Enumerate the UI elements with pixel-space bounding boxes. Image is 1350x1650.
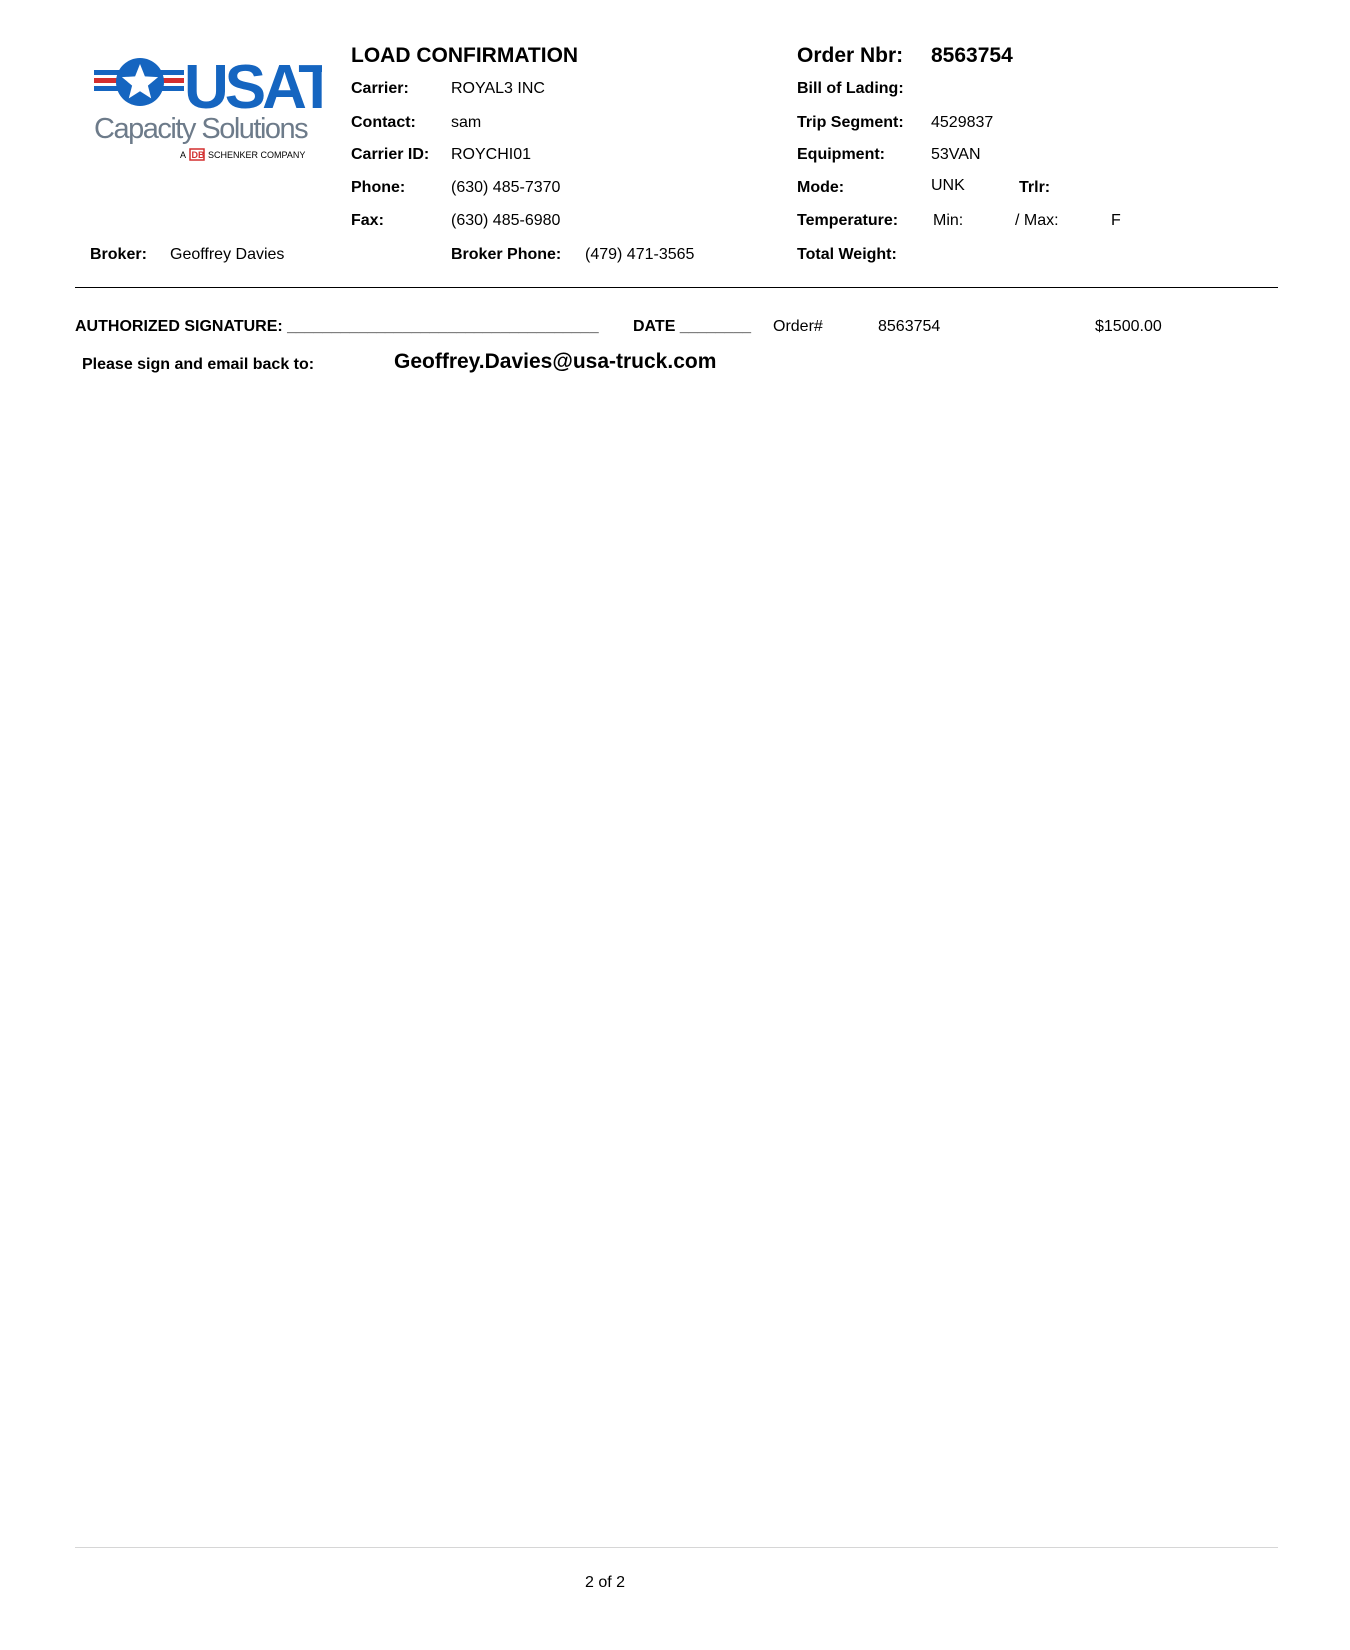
page-title: LOAD CONFIRMATION (351, 44, 579, 67)
trip-segment-label: Trip Segment: (797, 114, 904, 131)
total-weight-label: Total Weight: (797, 246, 897, 263)
authorized-signature-line[interactable]: AUTHORIZED SIGNATURE: ___________________________________ (75, 318, 599, 335)
fax-label: Fax: (351, 212, 384, 229)
equipment-value: 53VAN (931, 146, 981, 163)
page-number: 2 of 2 (585, 1574, 626, 1591)
equipment-label: Equipment: (797, 146, 885, 163)
logo-tagline: Capacity Solutions (94, 113, 308, 145)
order-hash-value: 8563754 (878, 318, 941, 335)
logo-subtag-suffix: SCHENKER COMPANY (208, 150, 306, 160)
fax-value: (630) 485-6980 (451, 212, 561, 229)
broker-value: Geoffrey Davies (170, 246, 285, 263)
order-nbr-label: Order Nbr: (797, 44, 904, 67)
broker-phone-label: Broker Phone: (451, 246, 562, 263)
carrier-label: Carrier: (351, 80, 409, 97)
usat-logo (92, 58, 322, 166)
header-divider (75, 287, 1278, 288)
footer-divider (75, 1547, 1278, 1548)
contact-label: Contact: (351, 114, 416, 131)
contact-value: sam (451, 114, 482, 131)
temperature-unit: F (1111, 212, 1121, 229)
carrier-id-label: Carrier ID: (351, 146, 430, 163)
bol-label: Bill of Lading: (797, 80, 904, 97)
logo-subtag-prefix: A (180, 150, 187, 160)
phone-label: Phone: (351, 179, 406, 196)
trip-segment-value: 4529837 (931, 114, 994, 131)
temperature-max: / Max: (1015, 212, 1059, 229)
carrier-id-value: ROYCHI01 (451, 146, 532, 163)
order-hash-label: Order# (773, 318, 823, 335)
logo-wordmark: USAT (184, 58, 322, 122)
mode-value: UNK (931, 177, 965, 194)
usat-logo-mark (92, 58, 322, 166)
broker-label: Broker: (90, 246, 147, 263)
temperature-label: Temperature: (797, 212, 899, 229)
return-email[interactable]: Geoffrey.Davies@usa-truck.com (394, 350, 717, 373)
date-line[interactable]: DATE ________ (633, 318, 751, 335)
broker-phone-value: (479) 471-3565 (585, 246, 695, 263)
trlr-label: Trlr: (1019, 179, 1051, 196)
db-badge-text: DB (191, 150, 205, 160)
mode-label: Mode: (797, 179, 845, 196)
phone-value: (630) 485-7370 (451, 179, 561, 196)
temperature-min: Min: (933, 212, 964, 229)
order-nbr-value: 8563754 (931, 44, 1013, 67)
carrier-value: ROYAL3 INC (451, 80, 545, 97)
email-instruction: Please sign and email back to: (82, 356, 315, 373)
amount-value: $1500.00 (1095, 318, 1162, 335)
